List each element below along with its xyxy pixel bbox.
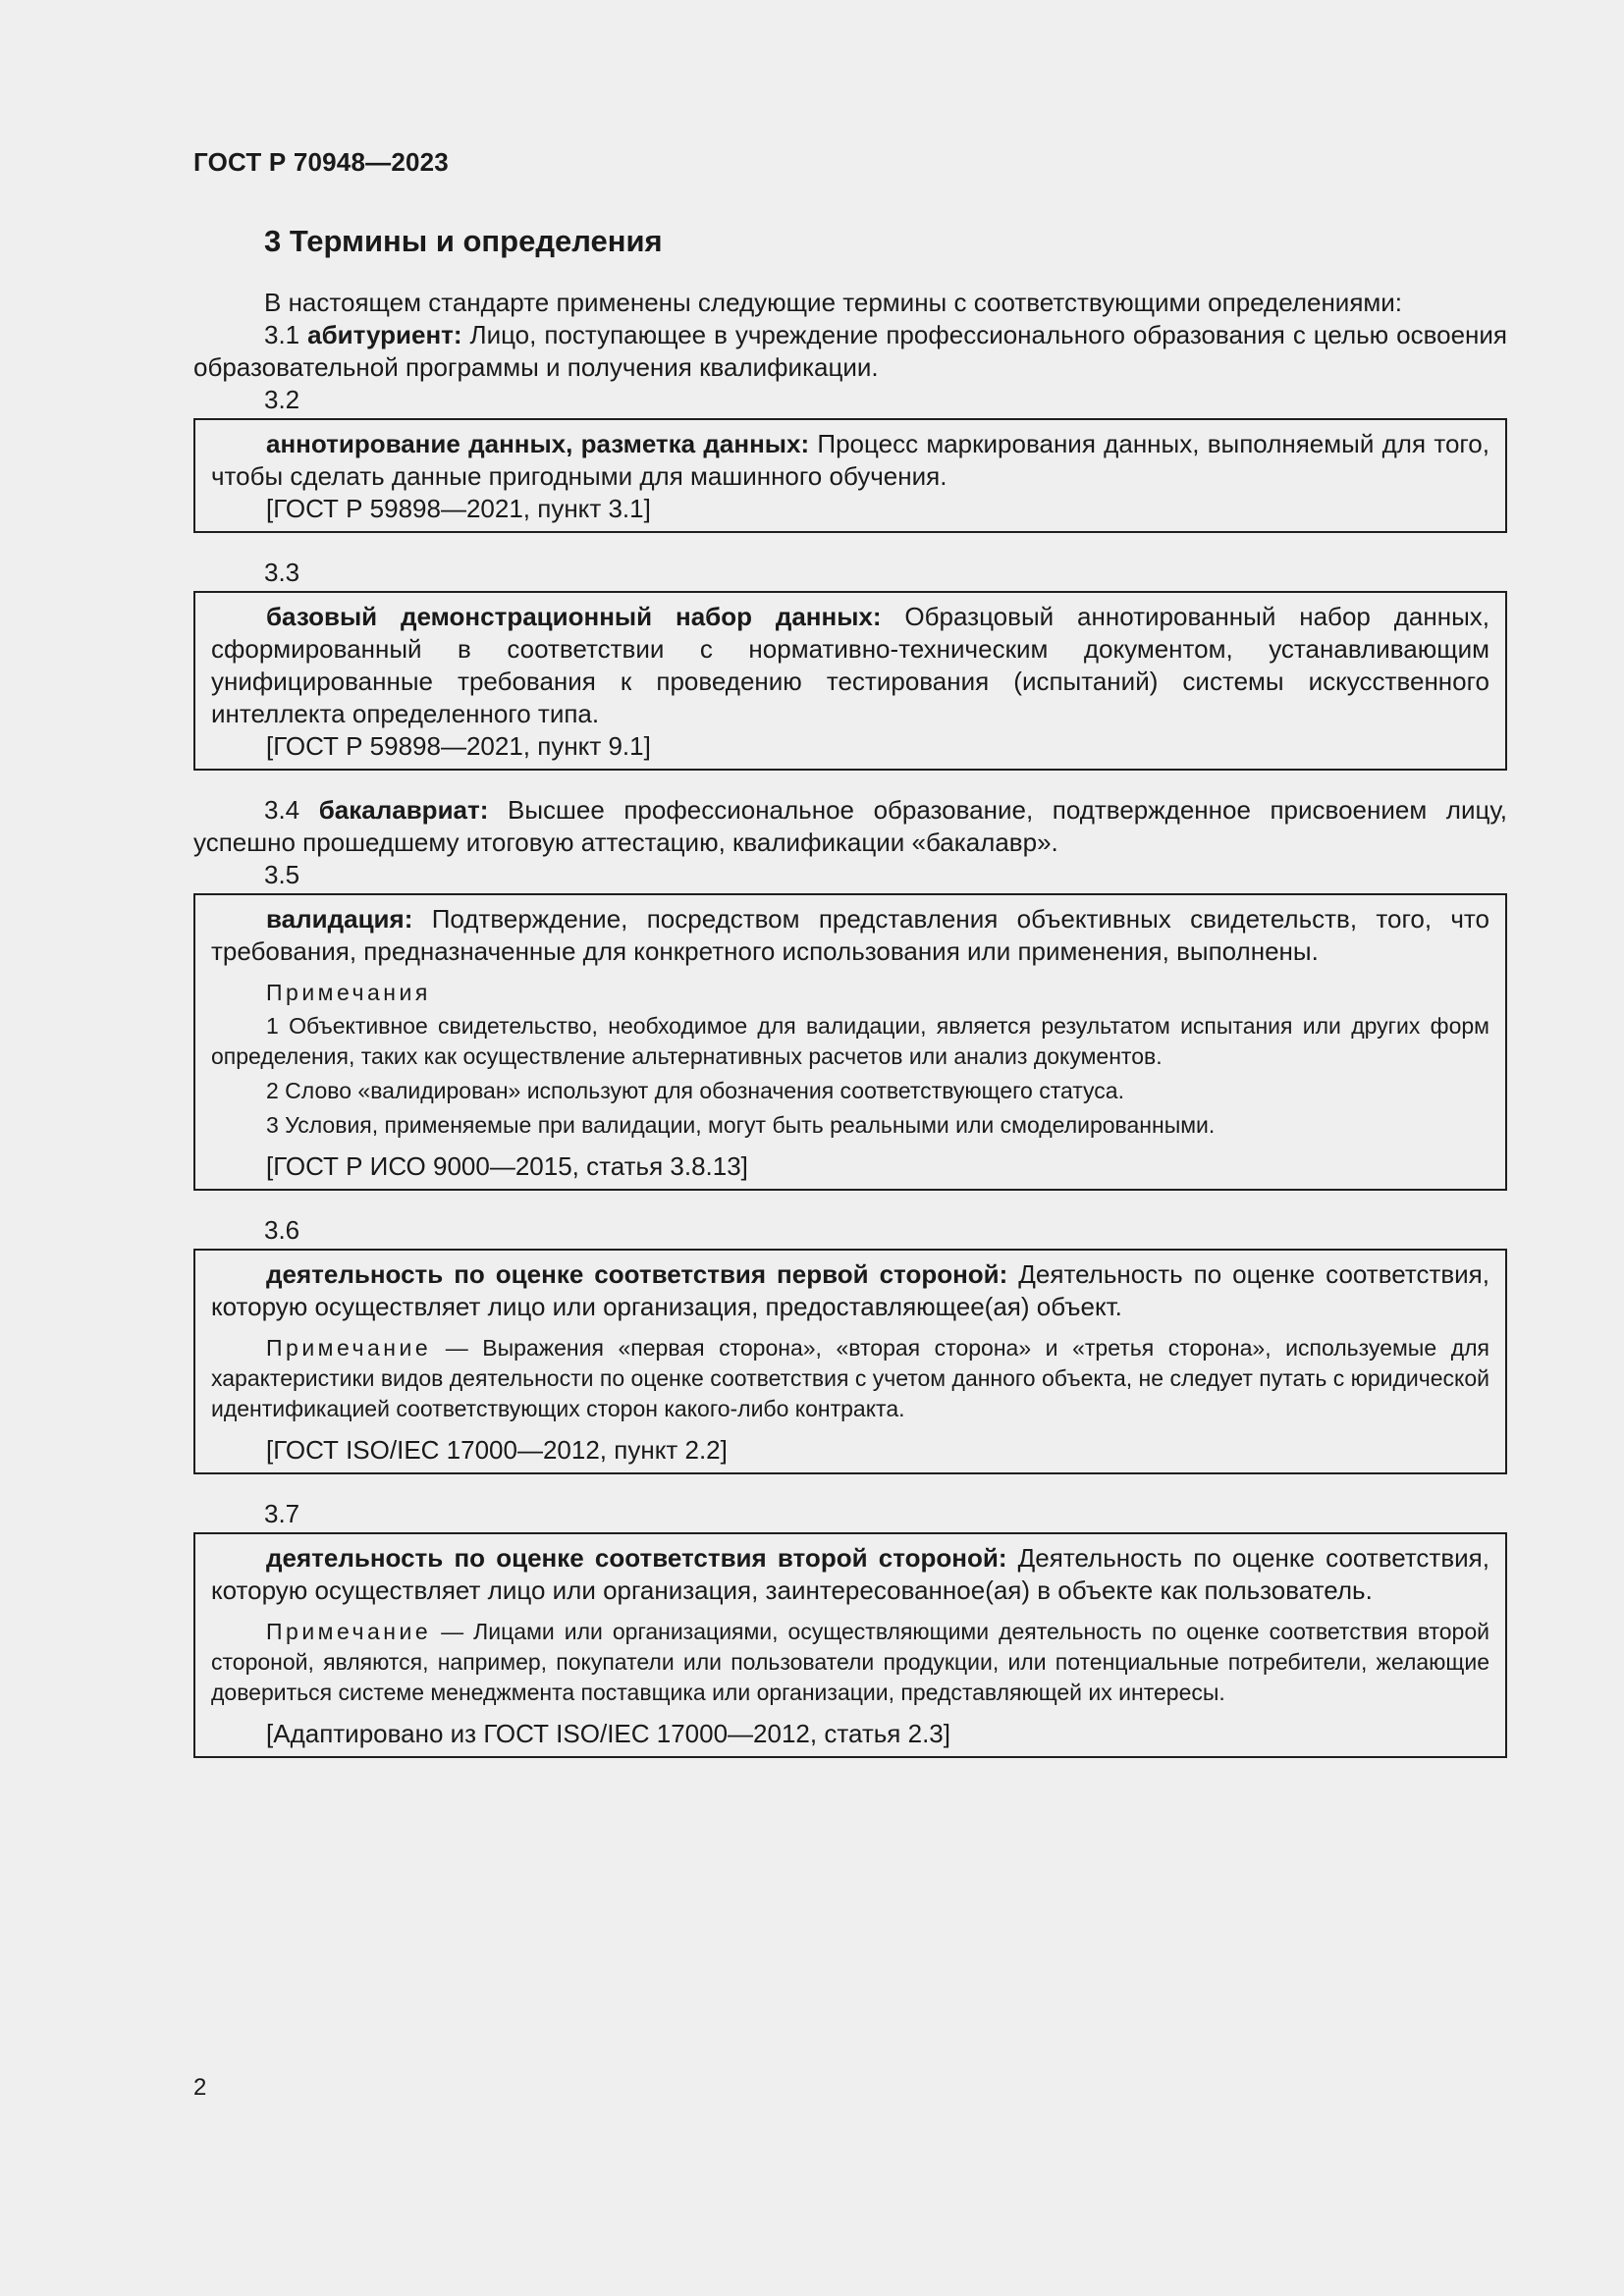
note [211, 1333, 1489, 1424]
term-number-3-5: 3.5 [264, 860, 300, 889]
term-name: деятельность по оценке соответствия второй стороной: [266, 1543, 1007, 1573]
section-title: 3 Термины и определения [264, 224, 663, 258]
term-number-3-6: 3.6 [264, 1215, 300, 1245]
term-name: аннотирование данных, разметка данных: [266, 429, 810, 458]
term-source: [ГОСТ Р 59898—2021, пункт 3.1] [266, 494, 651, 523]
term-source: [ГОСТ Р 59898—2021, пункт 9.1] [266, 731, 651, 761]
term-box-3-6 [193, 1249, 1507, 1474]
term-name: бакалавриат: [318, 795, 489, 825]
term-box-3-3 [193, 591, 1507, 771]
term-3-2 [211, 428, 1489, 493]
term-3-6 [211, 1258, 1489, 1323]
term-number: 3.4 [264, 795, 300, 825]
page-number: 2 [193, 2074, 207, 2101]
term-definition: Высшее профессиональное образование, подтвержденное присвоением лицу, успешно прошедшему итоговую аттестацию, квалификации «бакалавр». [193, 795, 1507, 857]
term-number-3-3: 3.3 [264, 558, 300, 587]
term-name: деятельность по оценке соответствия первой стороной: [266, 1259, 1008, 1289]
document-code-header: ГОСТ Р 70948—2023 [193, 147, 449, 177]
term-number-3-7: 3.7 [264, 1499, 300, 1528]
term-3-3 [211, 601, 1489, 730]
term-3-7 [211, 1542, 1489, 1607]
term-3-4 [193, 794, 1507, 859]
term-number-3-2: 3.2 [264, 385, 300, 414]
note-text: — Лицами или организациями, осуществляющими деятельность по оценке соответствия второй стороной, являются, например, покупатели или пользователи продукции, или потенциальные потребители, желающие довериться системе менеджмента поставщика или организации, представляющей их интересы. [211, 1619, 1489, 1705]
term-definition: Образцовый аннотированный набор данных, сформированный в соответствии с нормативно-техническим документом, устанавливающим унифицированные требования к проведению тестирования (испытаний) системы искусственного интеллекта определенного типа. [211, 602, 1489, 728]
term-definition: Деятельность по оценке соответствия, которую осуществляет лицо или организация, заинтересованное(ая) в объекте как пользователь. [211, 1543, 1489, 1605]
term-box-3-5 [193, 893, 1507, 1191]
note-1: 1 Объективное свидетельство, необходимое для валидации, является результатом испытания или других форм определения, таких как осуществление альтернативных расчетов или анализ документов. [211, 1013, 1489, 1069]
term-definition: Процесс маркирования данных, выполняемый для того, чтобы сделать данные пригодными для машинного обучения. [211, 429, 1489, 491]
term-3-1 [193, 319, 1507, 384]
term-box-3-2 [193, 418, 1507, 533]
note-3: 3 Условия, применяемые при валидации, могут быть реальными или смоделированными. [266, 1112, 1216, 1138]
note-2: 2 Слово «валидирован» используют для обозначения соответствующего статуса. [266, 1078, 1124, 1103]
term-name: базовый демонстрационный набор данных: [266, 602, 882, 631]
term-definition: Деятельность по оценке соответствия, которую осуществляет лицо или организация, предоставляющее(ая) объект. [211, 1259, 1489, 1321]
term-source: [ГОСТ Р ИСО 9000—2015, статья 3.8.13] [266, 1151, 748, 1181]
note-label: Примечание [266, 1619, 432, 1644]
term-name: абитуриент: [307, 320, 462, 349]
term-definition: Лицо, поступающее в учреждение профессионального образования с целью освоения образовательной программы и получения квалификации. [193, 320, 1508, 382]
note-label: Примечание [266, 1335, 432, 1361]
term-definition: Подтверждение, посредством представления объективных свидетельств, того, что требования, предназначенные для конкретного использования или применения, выполнены. [211, 904, 1489, 966]
notes-title: Примечания [266, 980, 431, 1005]
term-source: [ГОСТ ISO/IEC 17000—2012, пункт 2.2] [266, 1435, 728, 1465]
intro-paragraph: В настоящем стандарте применены следующие термины с соответствующими определениями: [264, 288, 1403, 317]
term-number: 3.1 [264, 320, 300, 349]
note [211, 1617, 1489, 1708]
term-box-3-7 [193, 1532, 1507, 1758]
term-name: валидация: [266, 904, 413, 934]
note-text: — Выражения «первая сторона», «вторая сторона» и «третья сторона», используемые для характеристики видов деятельности по оценке соответствия с учетом данного объекта, не следует путать с юридической идентификацией соответствующих сторон какого-либо контракта. [211, 1335, 1489, 1421]
term-3-5 [211, 903, 1489, 968]
term-source: [Адаптировано из ГОСТ ISO/IEC 17000—2012, статья 2.3] [266, 1719, 950, 1748]
terms-section [193, 222, 1507, 1782]
